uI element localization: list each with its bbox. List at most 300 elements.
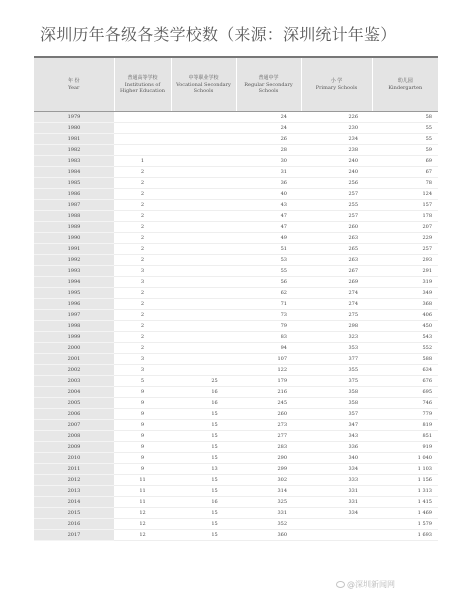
kindergarten-cell: 819 <box>372 419 438 430</box>
secondary-cell: 71 <box>236 298 301 309</box>
year-cell: 2004 <box>34 386 114 397</box>
higher-education-cell <box>114 133 171 144</box>
secondary-cell: 94 <box>236 342 301 353</box>
table-row <box>34 254 438 265</box>
vocational-cell <box>171 243 236 254</box>
column-header-zh: 幼儿园 <box>397 77 413 84</box>
primary-cell <box>301 518 372 529</box>
year-cell: 2000 <box>34 342 114 353</box>
primary-cell: 343 <box>301 430 372 441</box>
secondary-cell: 216 <box>236 386 301 397</box>
kindergarten-cell: 229 <box>372 232 438 243</box>
year-cell: 1980 <box>34 122 114 133</box>
table-row <box>34 133 438 144</box>
year-cell: 2005 <box>34 397 114 408</box>
secondary-cell: 179 <box>236 375 301 386</box>
year-cell: 2011 <box>34 463 114 474</box>
secondary-cell: 79 <box>236 320 301 331</box>
table-row <box>34 331 438 342</box>
table-row <box>34 452 438 463</box>
secondary-cell: 24 <box>236 111 301 122</box>
primary-cell: 347 <box>301 419 372 430</box>
secondary-cell: 299 <box>236 463 301 474</box>
table-row <box>34 408 438 419</box>
higher-education-cell: 2 <box>114 243 171 254</box>
table-row <box>34 364 438 375</box>
kindergarten-cell: 1 415 <box>372 496 438 507</box>
vocational-cell <box>171 199 236 210</box>
year-cell: 1984 <box>34 166 114 177</box>
higher-education-cell: 2 <box>114 309 171 320</box>
primary-cell: 263 <box>301 254 372 265</box>
secondary-cell: 51 <box>236 243 301 254</box>
kindergarten-cell: 543 <box>372 331 438 342</box>
table-row <box>34 507 438 518</box>
vocational-cell <box>171 364 236 375</box>
watermark-text: @深圳新闻网 <box>347 580 395 589</box>
vocational-cell <box>171 232 236 243</box>
higher-education-cell: 2 <box>114 287 171 298</box>
higher-education-cell: 11 <box>114 496 171 507</box>
school-count-table <box>34 56 438 541</box>
year-cell: 2001 <box>34 353 114 364</box>
column-header-zh: 年 份 <box>67 77 80 84</box>
school-count-table-container <box>34 56 438 592</box>
column-header <box>372 57 438 111</box>
higher-education-cell: 9 <box>114 408 171 419</box>
table-row <box>34 122 438 133</box>
kindergarten-cell: 676 <box>372 375 438 386</box>
primary-cell: 226 <box>301 111 372 122</box>
kindergarten-cell: 207 <box>372 221 438 232</box>
column-header-zh: 中等职业学校 <box>188 74 219 81</box>
table-row <box>34 529 438 540</box>
kindergarten-cell: 1 313 <box>372 485 438 496</box>
table-row <box>34 199 438 210</box>
primary-cell: 240 <box>301 166 372 177</box>
higher-education-cell: 2 <box>114 320 171 331</box>
table-row <box>34 342 438 353</box>
higher-education-cell: 1 <box>114 155 171 166</box>
secondary-cell: 245 <box>236 397 301 408</box>
table-row <box>34 419 438 430</box>
higher-education-cell: 9 <box>114 419 171 430</box>
primary-cell: 255 <box>301 199 372 210</box>
higher-education-cell: 2 <box>114 188 171 199</box>
vocational-cell <box>171 221 236 232</box>
vocational-cell: 15 <box>171 419 236 430</box>
kindergarten-cell: 319 <box>372 276 438 287</box>
year-cell: 2015 <box>34 507 114 518</box>
vocational-cell <box>171 276 236 287</box>
kindergarten-cell: 69 <box>372 155 438 166</box>
year-cell: 1996 <box>34 298 114 309</box>
table-row <box>34 430 438 441</box>
secondary-cell: 302 <box>236 474 301 485</box>
year-cell: 1994 <box>34 276 114 287</box>
column-header <box>34 57 114 111</box>
primary-cell: 298 <box>301 320 372 331</box>
primary-cell: 377 <box>301 353 372 364</box>
table-row <box>34 518 438 529</box>
vocational-cell <box>171 342 236 353</box>
kindergarten-cell: 59 <box>372 144 438 155</box>
higher-education-cell: 9 <box>114 386 171 397</box>
year-cell: 2016 <box>34 518 114 529</box>
secondary-cell: 260 <box>236 408 301 419</box>
column-header <box>171 57 236 111</box>
vocational-cell <box>171 155 236 166</box>
year-cell: 2007 <box>34 419 114 430</box>
vocational-cell <box>171 287 236 298</box>
year-cell: 1991 <box>34 243 114 254</box>
higher-education-cell: 3 <box>114 265 171 276</box>
primary-cell: 336 <box>301 441 372 452</box>
secondary-cell: 40 <box>236 188 301 199</box>
primary-cell: 375 <box>301 375 372 386</box>
weibo-icon <box>336 581 345 588</box>
higher-education-cell <box>114 144 171 155</box>
year-cell: 1997 <box>34 309 114 320</box>
year-cell: 1979 <box>34 111 114 122</box>
kindergarten-cell: 1 579 <box>372 518 438 529</box>
year-cell: 1987 <box>34 199 114 210</box>
table-body <box>34 111 438 540</box>
table-row <box>34 441 438 452</box>
primary-cell: 323 <box>301 331 372 342</box>
kindergarten-cell: 55 <box>372 122 438 133</box>
higher-education-cell: 9 <box>114 452 171 463</box>
year-cell: 2002 <box>34 364 114 375</box>
kindergarten-cell: 55 <box>372 133 438 144</box>
secondary-cell: 53 <box>236 254 301 265</box>
primary-cell: 265 <box>301 243 372 254</box>
vocational-cell <box>171 353 236 364</box>
kindergarten-cell: 1 040 <box>372 452 438 463</box>
secondary-cell: 26 <box>236 133 301 144</box>
secondary-cell: 352 <box>236 518 301 529</box>
vocational-cell <box>171 309 236 320</box>
kindergarten-cell: 124 <box>372 188 438 199</box>
secondary-cell: 325 <box>236 496 301 507</box>
higher-education-cell: 5 <box>114 375 171 386</box>
column-header-zh: 普通中学 <box>258 74 279 81</box>
table-row <box>34 463 438 474</box>
year-cell: 1993 <box>34 265 114 276</box>
secondary-cell: 360 <box>236 529 301 540</box>
table-row <box>34 287 438 298</box>
year-cell: 1992 <box>34 254 114 265</box>
column-header-en: Institutions of Higher Education <box>119 81 165 94</box>
secondary-cell: 83 <box>236 331 301 342</box>
vocational-cell: 16 <box>171 386 236 397</box>
year-cell: 2006 <box>34 408 114 419</box>
vocational-cell: 16 <box>171 397 236 408</box>
vocational-cell <box>171 331 236 342</box>
secondary-cell: 28 <box>236 144 301 155</box>
kindergarten-cell: 1 693 <box>372 529 438 540</box>
table-row <box>34 397 438 408</box>
primary-cell: 358 <box>301 397 372 408</box>
column-header-zh: 普通高等学校 <box>127 74 158 81</box>
column-header-zh: 小 学 <box>330 77 343 84</box>
primary-cell: 256 <box>301 177 372 188</box>
column-header <box>236 57 301 111</box>
secondary-cell: 56 <box>236 276 301 287</box>
table-row <box>34 232 438 243</box>
year-cell: 1999 <box>34 331 114 342</box>
secondary-cell: 47 <box>236 210 301 221</box>
primary-cell: 353 <box>301 342 372 353</box>
primary-cell: 331 <box>301 485 372 496</box>
secondary-cell: 30 <box>236 155 301 166</box>
kindergarten-cell: 293 <box>372 254 438 265</box>
year-cell: 2014 <box>34 496 114 507</box>
secondary-cell: 331 <box>236 507 301 518</box>
primary-cell: 331 <box>301 496 372 507</box>
kindergarten-cell: 78 <box>372 177 438 188</box>
table-row <box>34 111 438 122</box>
page-title: 深圳历年各级各类学校数（来源：深圳统计年鉴） <box>40 25 397 44</box>
year-cell: 2008 <box>34 430 114 441</box>
higher-education-cell: 3 <box>114 364 171 375</box>
kindergarten-cell: 257 <box>372 243 438 254</box>
kindergarten-cell: 178 <box>372 210 438 221</box>
primary-cell: 269 <box>301 276 372 287</box>
table-row <box>34 485 438 496</box>
kindergarten-cell: 779 <box>372 408 438 419</box>
column-header-en: Regular Secondary Schools <box>244 81 293 94</box>
year-cell: 1986 <box>34 188 114 199</box>
column-header <box>301 57 372 111</box>
table-row <box>34 166 438 177</box>
higher-education-cell: 3 <box>114 276 171 287</box>
primary-cell <box>301 529 372 540</box>
primary-cell: 355 <box>301 364 372 375</box>
year-cell: 1982 <box>34 144 114 155</box>
primary-cell: 257 <box>301 188 372 199</box>
year-cell: 1981 <box>34 133 114 144</box>
table-row <box>34 320 438 331</box>
vocational-cell <box>171 111 236 122</box>
higher-education-cell <box>114 122 171 133</box>
vocational-cell <box>171 122 236 133</box>
primary-cell: 274 <box>301 287 372 298</box>
table-row <box>34 386 438 397</box>
table-row <box>34 188 438 199</box>
vocational-cell: 15 <box>171 408 236 419</box>
column-header-en: Kindergarten <box>388 84 423 91</box>
primary-cell: 274 <box>301 298 372 309</box>
higher-education-cell: 9 <box>114 441 171 452</box>
table-header <box>34 57 438 111</box>
secondary-cell: 24 <box>236 122 301 133</box>
secondary-cell: 43 <box>236 199 301 210</box>
secondary-cell: 277 <box>236 430 301 441</box>
primary-cell: 260 <box>301 221 372 232</box>
higher-education-cell: 2 <box>114 221 171 232</box>
year-cell: 2003 <box>34 375 114 386</box>
primary-cell: 240 <box>301 155 372 166</box>
vocational-cell: 15 <box>171 474 236 485</box>
kindergarten-cell: 349 <box>372 287 438 298</box>
vocational-cell: 15 <box>171 518 236 529</box>
vocational-cell <box>171 320 236 331</box>
table-row <box>34 375 438 386</box>
primary-cell: 234 <box>301 133 372 144</box>
higher-education-cell: 9 <box>114 463 171 474</box>
year-cell: 1988 <box>34 210 114 221</box>
vocational-cell <box>171 188 236 199</box>
table-row <box>34 210 438 221</box>
table-row <box>34 309 438 320</box>
kindergarten-cell: 450 <box>372 320 438 331</box>
kindergarten-cell: 695 <box>372 386 438 397</box>
vocational-cell <box>171 298 236 309</box>
table-row <box>34 144 438 155</box>
higher-education-cell <box>114 111 171 122</box>
kindergarten-cell: 58 <box>372 111 438 122</box>
secondary-cell: 62 <box>236 287 301 298</box>
vocational-cell <box>171 177 236 188</box>
secondary-cell: 107 <box>236 353 301 364</box>
primary-cell: 334 <box>301 463 372 474</box>
primary-cell: 358 <box>301 386 372 397</box>
kindergarten-cell: 851 <box>372 430 438 441</box>
secondary-cell: 49 <box>236 232 301 243</box>
kindergarten-cell: 552 <box>372 342 438 353</box>
kindergarten-cell: 588 <box>372 353 438 364</box>
higher-education-cell: 2 <box>114 331 171 342</box>
year-cell: 1990 <box>34 232 114 243</box>
higher-education-cell: 2 <box>114 254 171 265</box>
primary-cell: 333 <box>301 474 372 485</box>
secondary-cell: 290 <box>236 452 301 463</box>
higher-education-cell: 11 <box>114 485 171 496</box>
secondary-cell: 273 <box>236 419 301 430</box>
higher-education-cell: 2 <box>114 177 171 188</box>
column-header <box>114 57 171 111</box>
primary-cell: 238 <box>301 144 372 155</box>
secondary-cell: 314 <box>236 485 301 496</box>
kindergarten-cell: 157 <box>372 199 438 210</box>
vocational-cell: 15 <box>171 441 236 452</box>
higher-education-cell: 12 <box>114 507 171 518</box>
vocational-cell: 15 <box>171 452 236 463</box>
higher-education-cell: 2 <box>114 232 171 243</box>
secondary-cell: 36 <box>236 177 301 188</box>
higher-education-cell: 3 <box>114 353 171 364</box>
year-cell: 1995 <box>34 287 114 298</box>
year-cell: 2010 <box>34 452 114 463</box>
table-row <box>34 265 438 276</box>
vocational-cell <box>171 265 236 276</box>
vocational-cell: 13 <box>171 463 236 474</box>
primary-cell: 263 <box>301 232 372 243</box>
primary-cell: 230 <box>301 122 372 133</box>
vocational-cell: 25 <box>171 375 236 386</box>
year-cell: 2012 <box>34 474 114 485</box>
vocational-cell: 15 <box>171 507 236 518</box>
year-cell: 1989 <box>34 221 114 232</box>
year-cell: 2009 <box>34 441 114 452</box>
year-cell: 2013 <box>34 485 114 496</box>
secondary-cell: 122 <box>236 364 301 375</box>
secondary-cell: 55 <box>236 265 301 276</box>
vocational-cell: 15 <box>171 430 236 441</box>
higher-education-cell: 9 <box>114 430 171 441</box>
primary-cell: 334 <box>301 507 372 518</box>
primary-cell: 267 <box>301 265 372 276</box>
table-row <box>34 276 438 287</box>
higher-education-cell: 2 <box>114 166 171 177</box>
vocational-cell: 16 <box>171 496 236 507</box>
kindergarten-cell: 1 103 <box>372 463 438 474</box>
year-cell: 2017 <box>34 529 114 540</box>
higher-education-cell: 12 <box>114 518 171 529</box>
vocational-cell <box>171 210 236 221</box>
watermark <box>336 579 395 590</box>
table-row <box>34 221 438 232</box>
secondary-cell: 283 <box>236 441 301 452</box>
secondary-cell: 73 <box>236 309 301 320</box>
higher-education-cell: 12 <box>114 529 171 540</box>
vocational-cell <box>171 144 236 155</box>
vocational-cell <box>171 166 236 177</box>
primary-cell: 275 <box>301 309 372 320</box>
vocational-cell <box>171 254 236 265</box>
kindergarten-cell: 291 <box>372 265 438 276</box>
table-header-row <box>34 57 438 111</box>
kindergarten-cell: 634 <box>372 364 438 375</box>
year-cell: 1985 <box>34 177 114 188</box>
higher-education-cell: 2 <box>114 342 171 353</box>
column-header-en: Primary Schools <box>315 84 358 91</box>
kindergarten-cell: 1 469 <box>372 507 438 518</box>
higher-education-cell: 9 <box>114 397 171 408</box>
table-row <box>34 298 438 309</box>
primary-cell: 357 <box>301 408 372 419</box>
primary-cell: 340 <box>301 452 372 463</box>
kindergarten-cell: 406 <box>372 309 438 320</box>
year-cell: 1998 <box>34 320 114 331</box>
vocational-cell: 15 <box>171 485 236 496</box>
secondary-cell: 31 <box>236 166 301 177</box>
year-cell: 1983 <box>34 155 114 166</box>
table-row <box>34 474 438 485</box>
kindergarten-cell: 368 <box>372 298 438 309</box>
higher-education-cell: 11 <box>114 474 171 485</box>
column-header-en: Vocational Secondary Schools <box>176 81 231 94</box>
column-header-en: Year <box>68 84 80 91</box>
vocational-cell: 15 <box>171 529 236 540</box>
table-row <box>34 353 438 364</box>
kindergarten-cell: 1 156 <box>372 474 438 485</box>
higher-education-cell: 2 <box>114 298 171 309</box>
table-row <box>34 496 438 507</box>
kindergarten-cell: 919 <box>372 441 438 452</box>
primary-cell: 257 <box>301 210 372 221</box>
higher-education-cell: 2 <box>114 210 171 221</box>
kindergarten-cell: 67 <box>372 166 438 177</box>
table-row <box>34 243 438 254</box>
vocational-cell <box>171 133 236 144</box>
table-row <box>34 155 438 166</box>
table-row <box>34 177 438 188</box>
kindergarten-cell: 746 <box>372 397 438 408</box>
higher-education-cell: 2 <box>114 199 171 210</box>
secondary-cell: 47 <box>236 221 301 232</box>
